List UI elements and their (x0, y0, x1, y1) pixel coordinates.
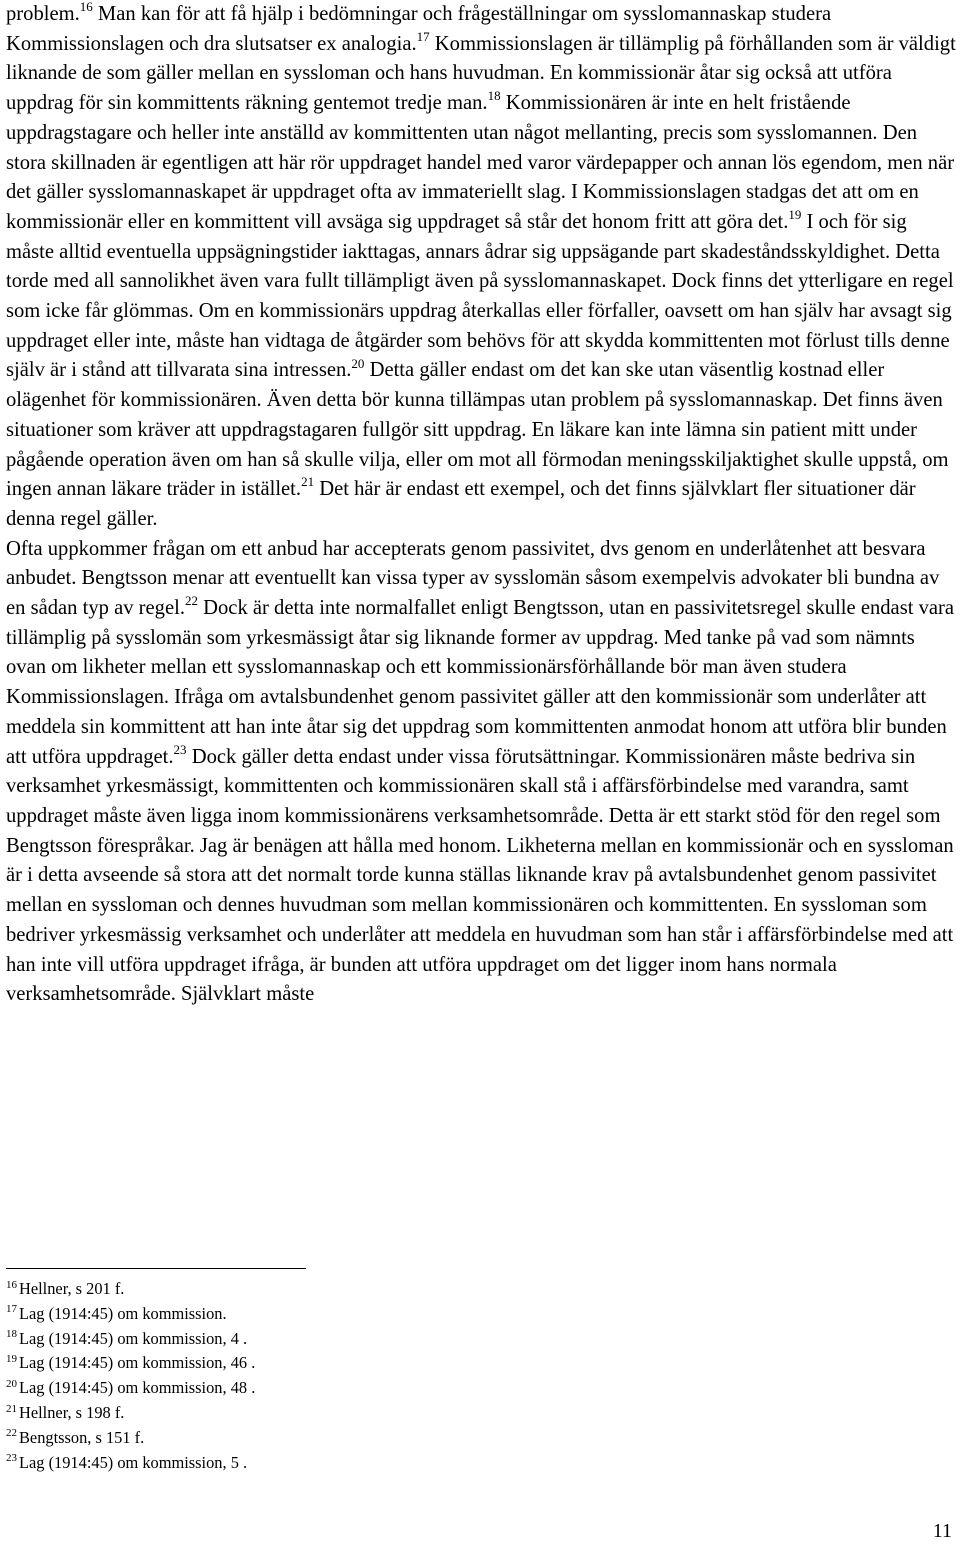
paragraph (6, 535, 956, 1010)
footnote (6, 1451, 606, 1476)
footnote-number: 19 (6, 1352, 17, 1365)
footnote (6, 1426, 606, 1451)
footnote-reference: 23 (173, 741, 187, 757)
footnote-number: 16 (6, 1278, 17, 1291)
footnote-reference: 21 (301, 474, 315, 490)
footnote-separator (6, 1268, 306, 1269)
footnote-text: Lag (1914:45) om kommission, 48 . (19, 1378, 256, 1398)
paragraph (6, 0, 956, 535)
footnote (6, 1327, 606, 1352)
footnote-text: Bengtsson, s 151 f. (19, 1427, 145, 1447)
paragraph-text: Man kan för att få hjälp i bedömningar och frågeställningar om sysslomannaskap studera Kommissionslagen och dra slutsatser ex analogia. (6, 3, 832, 55)
footnote-text: Lag (1914:45) om kommission, 4 . (19, 1328, 248, 1348)
footnote-text: Lag (1914:45) om kommission. (19, 1303, 227, 1323)
footnote (6, 1302, 606, 1327)
footnote-reference: 22 (184, 593, 198, 609)
page-number: 11 (932, 1520, 952, 1542)
footnotes (6, 1277, 606, 1475)
footnote-reference: 17 (416, 28, 430, 44)
footnote-text: Lag (1914:45) om kommission, 5 . (19, 1452, 248, 1472)
paragraph-text: I och för sig måste alltid eventuella uppsägningstider iakttagas, annars ådrar sig uppsägande part skadeståndsskyldighet. Detta torde med all sannolikhet även vara fullt tillämpligt även på sysslomannaskapet. Dock finns det ytterligare en regel som icke får glömmas. Om en kommissionärs uppdrag återkallas eller förfaller, oavsett om han själv har avsagt sig uppdraget eller inte, måste han vidtaga de åtgärder som behövs för att skydda kommittenten mot förlust tills denne själv är i stånd att tillvarata sina intressen. (6, 210, 954, 382)
footnote-reference: 18 (487, 88, 501, 104)
footnote-number: 23 (6, 1452, 17, 1465)
document-page (6, 0, 956, 1010)
footnote-number: 22 (6, 1427, 17, 1440)
footnote-reference: 20 (351, 355, 365, 371)
footnote (6, 1376, 606, 1401)
paragraph-text: Dock gäller detta endast under vissa förutsättningar. Kommissionären måste bedriva sin verksamhet yrkesmässigt, kommittenten och kommissionären skall stå i affärsförbindelse med varandra, samt uppdraget måste även ligga inom kommissionärens verksamhetsområde. Detta är ett starkt stöd för den regel som Bengtsson förespråkar. Jag är benägen att hålla med honom. Likheterna mellan en kommissionär och en syssloman är i detta avseende så stora att det normalt torde kunna ställas liknande krav på avtalsbundenhet genom passivitet mellan en syssloman och dennes huvudman som mellan kommissionären och kommittenten. En syssloman som bedriver yrkesmässig verksamhet och underlåter att meddela en huvudman som han står i affärsförbindelse med att han inte vill utföra uppdraget ifråga, är bunden att utföra uppdraget om det ligger inom hans normala verksamhetsområde. Självklart måste (6, 745, 954, 1006)
paragraph-text: Dock är detta inte normalfallet enligt Bengtsson, utan en passivitetsregel skulle endast vara tillämplig på sysslomän som yrkesmässigt åtar sig liknande former av uppdrag. Med tanke på vad som nämnts ovan om likheter mellan ett sysslomannaskap och ett kommissionärsförhållande bör man även studera Kommissionslagen. Ifråga om avtalsbundenhet genom passivitet gäller att den kommissionär som underlåter att meddela sin kommittent att han inte åtar sig det uppdrag som kommittenten anmodat honom att utföra blir bunden att utföra uppdraget. (6, 597, 955, 768)
footnote (6, 1401, 606, 1426)
footnote (6, 1351, 606, 1376)
paragraph-text: Kommissionären är inte en helt fristående uppdragstagare och heller inte anställd av kommittenten utan något mellanting, precis som sysslomannen. Den stora skillnaden är egentligen att här rör uppdraget handel med varor värdepapper och annan lös egendom, men när det gäller sysslomannaskapet är uppdraget ofta av immateriellt slag. I Kommissionslagen stadgas det att om en kommissionär eller en kommittent vill avsäga sig uppdraget så står det honom fritt att göra det. (6, 92, 955, 233)
footnote-reference: 16 (79, 0, 93, 15)
paragraph-text: Det här är endast ett exempel, och det finns självklart fler situationer där denna regel gäller. (6, 478, 916, 530)
paragraph-text: Kommissionslagen är tillämplig på förhållanden som är väldigt liknande de som gäller mellan en syssloman och hans huvudman. En kommissionär åtar sig också att utföra uppdrag för sin kommittents räkning gentemot tredje man. (6, 32, 956, 115)
footnote-number: 17 (6, 1303, 17, 1316)
footnote-text: Lag (1914:45) om kommission, 46 . (19, 1353, 256, 1373)
paragraph-text: Detta gäller endast om det kan ske utan väsentlig kostnad eller olägenhet för kommissionären. Även detta bör kunna tillämpas utan problem på sysslomannaskap. Det finns även situationer som kräver att uppdragstagaren fullgör sitt uppdrag. En läkare kan inte lämna sin patient mitt under pågående operation även om han så skulle vilja, eller om mot all förmodan meningsskiljaktighet skulle uppstå, om ingen annan läkare träder in istället. (6, 359, 949, 501)
footnote-text: Hellner, s 198 f. (19, 1402, 125, 1422)
paragraph-text: problem. (6, 3, 80, 25)
footnote-number: 20 (6, 1377, 17, 1390)
body-text (6, 0, 956, 1010)
footnote-number: 18 (6, 1328, 17, 1341)
paragraph-text: Ofta uppkommer frågan om ett anbud har accepterats genom passivitet, dvs genom en underlåtenhet att besvara anbudet. Bengtsson menar att eventuellt kan vissa typer av sysslomän såsom exempelvis advokater bli bundna av en sådan typ av regel. (6, 537, 940, 620)
footnote-number: 21 (6, 1402, 17, 1415)
footnote-reference: 19 (788, 207, 802, 223)
footnote-text: Hellner, s 201 f. (19, 1279, 125, 1298)
footnote (6, 1277, 606, 1302)
